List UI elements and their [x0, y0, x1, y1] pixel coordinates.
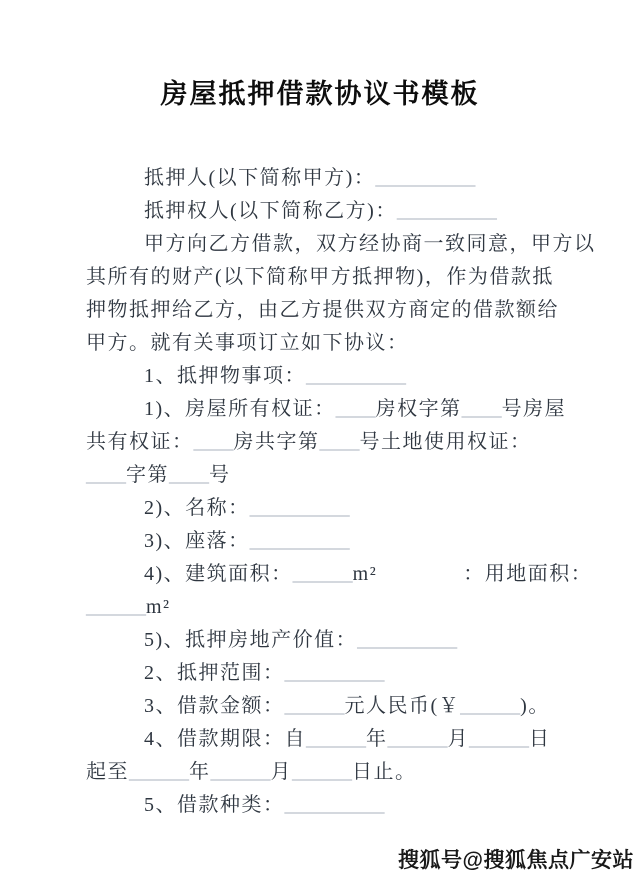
blank-field: __________ [284, 662, 385, 684]
blank-field: __________ [306, 365, 406, 387]
blank-field: ____ [169, 464, 209, 486]
contract-line: 其所有的财产(以下简称甲方抵押物)，作为借款抵 [86, 266, 554, 288]
blank-field: __________ [284, 794, 385, 816]
contract-line: 押物抵押给乙方，由乙方提供双方商定的借款额给 [86, 299, 559, 321]
contract-line: 5、借款种类：__________ [144, 794, 385, 816]
watermark [398, 848, 634, 874]
blank-field: __________ [375, 167, 476, 189]
contract-line: 2)、名称：__________ [144, 497, 350, 519]
blank-field: ____ [193, 431, 234, 453]
contract-line: 抵押人(以下简称甲方)：__________ [144, 167, 476, 189]
contract-line: 1、抵押物事项：__________ [144, 365, 406, 387]
blank-field: ______ [306, 728, 366, 750]
blank-field: ______ [210, 761, 271, 783]
blank-field: ______ [284, 695, 345, 717]
blank-field: ______ [292, 761, 352, 783]
contract-line: 4)、建筑面积：______m² ：用地面积： [144, 563, 593, 585]
blank-field: ______ [387, 728, 448, 750]
blank-field: ______ [460, 695, 521, 717]
contract-line: 4、借款期限：自______年______月______日 [144, 728, 551, 750]
blank-field: __________ [249, 530, 350, 552]
blank-field: __________ [249, 497, 350, 519]
blank-field: __________ [396, 200, 497, 222]
blank-field: ____ [86, 464, 126, 486]
blank-field: ____ [319, 431, 360, 453]
document-body [0, 162, 640, 822]
blank-field: ______ [292, 563, 353, 585]
contract-line: 甲方向乙方借款，双方经协商一致同意，甲方以 [144, 233, 596, 255]
contract-line: 抵押权人(以下简称乙方)：__________ [144, 200, 497, 222]
contract-line: ____字第____号 [86, 464, 231, 486]
page-title: 房屋抵押借款协议书模板 [160, 79, 480, 109]
contract-line: 2、抵押范围：__________ [144, 662, 385, 684]
blank-field: ______ [469, 728, 529, 750]
contract-line: 起至______年______月______日止。 [86, 761, 417, 783]
contract-line: ______m² [86, 596, 171, 618]
blank-field: ______ [86, 596, 146, 618]
contract-line: 1)、房屋所有权证：____房权字第____号房屋 [144, 398, 567, 420]
contract-line: 3、借款金额：______元人民币(￥______)。 [144, 695, 550, 717]
watermark-text: 搜狐号@搜狐焦点广安站 [398, 849, 634, 872]
contract-line: 共有权证：____房共字第____号土地使用权证： [86, 431, 532, 453]
contract-line: 5)、抵押房地产价值：__________ [144, 629, 458, 651]
contract-line: 甲方。就有关事项订立如下协议： [86, 332, 409, 354]
blank-field: ____ [461, 398, 502, 420]
blank-field: __________ [357, 629, 458, 651]
blank-field: ______ [129, 761, 189, 783]
blank-field: ____ [335, 398, 376, 420]
contract-line: 3)、座落：__________ [144, 530, 350, 552]
